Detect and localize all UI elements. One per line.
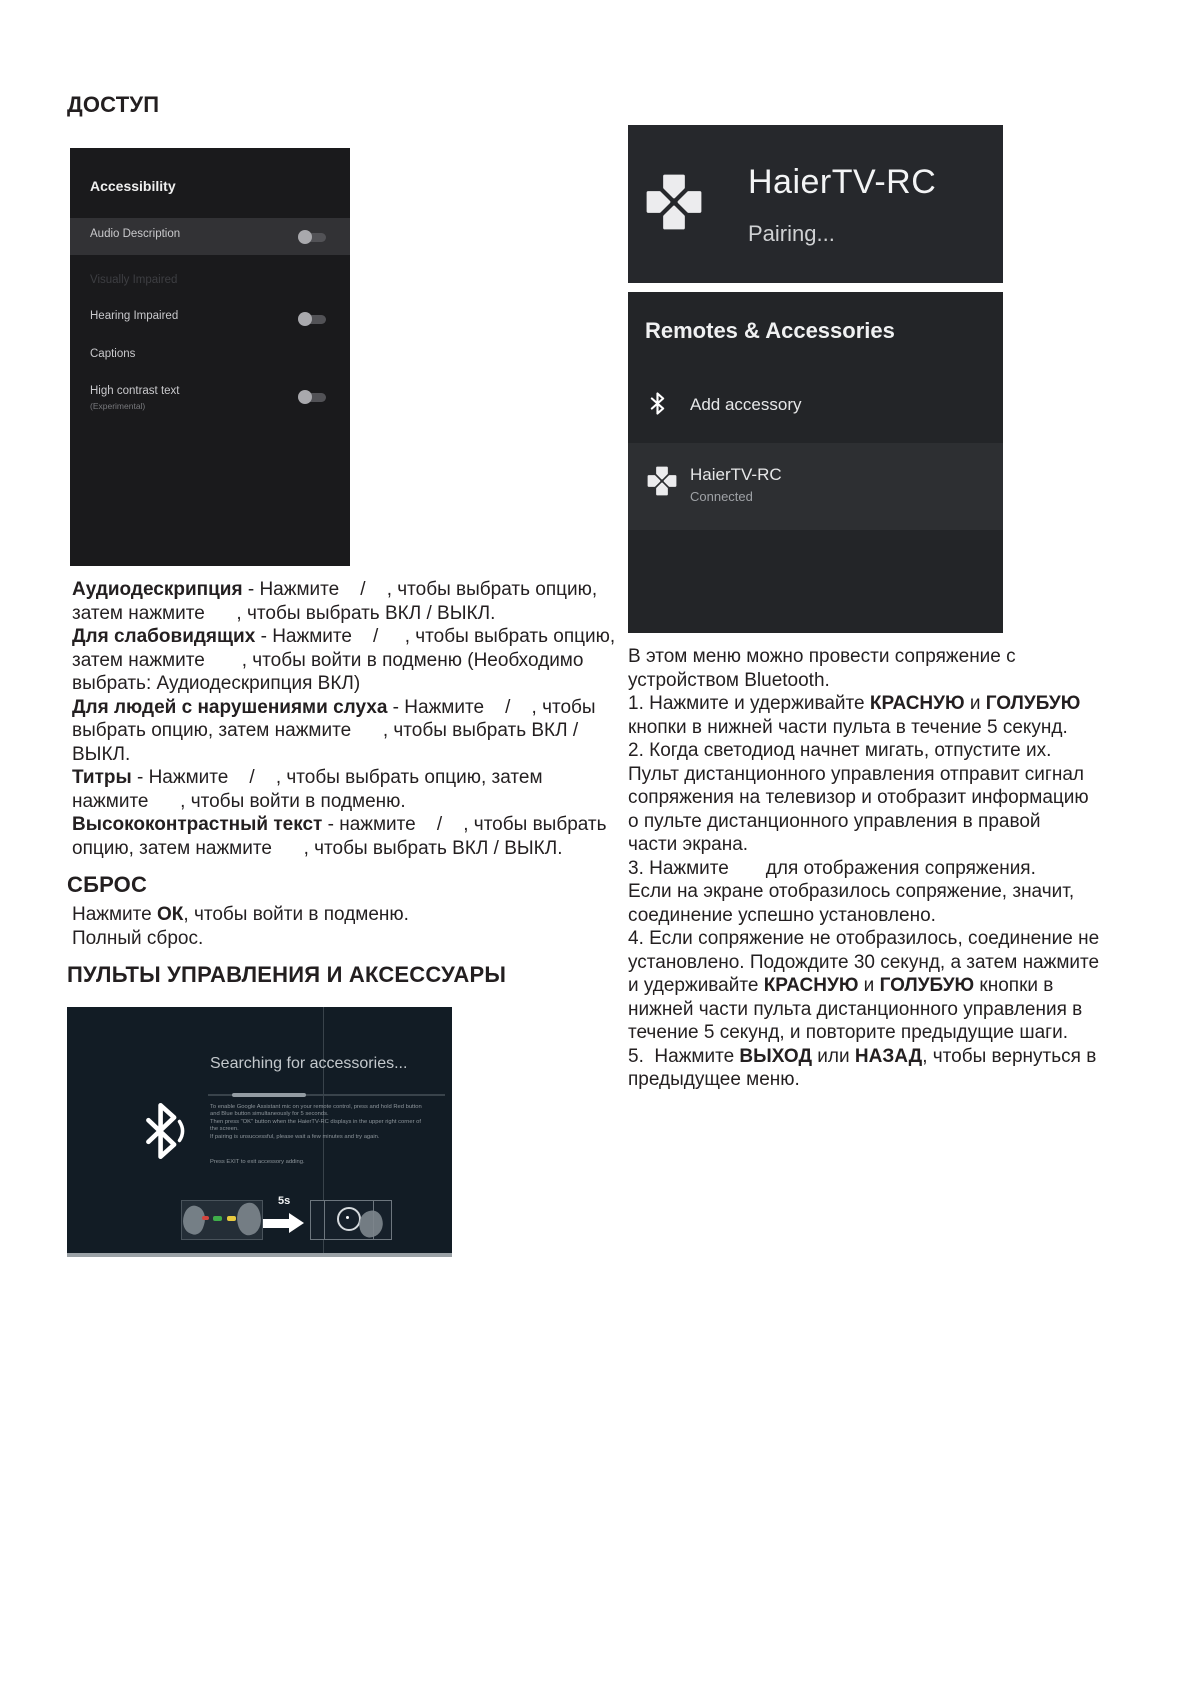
text-line: и удерживайте КРАСНУЮ и ГОЛУБУЮ кнопки в xyxy=(628,975,1054,996)
text-line: выбрать: Аудиодескрипция ВКЛ) xyxy=(72,673,361,694)
menu-row-audio-description xyxy=(70,218,350,255)
pairing-toast-screenshot xyxy=(628,125,1003,283)
text-line: соединение успешно установлено. xyxy=(628,904,936,926)
text-line: and Blue button simultaneously for 5 seconds. xyxy=(210,1111,329,1118)
text-line: Нажмите ОК, чтобы войти в подменю. xyxy=(72,904,409,925)
section-title-remotes: ПУЛЬТЫ УПРАВЛЕНИЯ И АКСЕССУАРЫ xyxy=(67,962,507,987)
section-title-reset: СБРОС xyxy=(67,872,148,897)
text-line: 1. Нажмите и удерживайте КРАСНУЮ и ГОЛУБУЮ xyxy=(628,693,1081,714)
text-line: 2. Когда светодиод начнет мигать, отпустите их. xyxy=(628,740,1052,761)
menu-row-add-accessory xyxy=(628,384,1003,428)
panel-bottom-edge xyxy=(67,1253,452,1257)
text-line: устройством Bluetooth. xyxy=(628,669,830,691)
text-line: ВЫКЛ. xyxy=(72,743,131,765)
text-line: опцию, затем нажмите , чтобы выбрать ВКЛ / ВЫКЛ. xyxy=(72,837,563,859)
menu-sublabel: (Experimental) xyxy=(90,401,146,411)
remote-buttons-illustration xyxy=(181,1200,263,1240)
text-line: затем нажмите , чтобы войти в подменю (Необходимо xyxy=(72,649,584,671)
pairing-info-text xyxy=(210,1104,442,1141)
dpad-circle-icon xyxy=(337,1207,361,1231)
divider xyxy=(324,1201,325,1239)
text-line: В этом меню можно провести сопряжение с xyxy=(628,646,1016,667)
pairing-device-name: HaierTV-RC xyxy=(748,163,937,201)
text-line: части экрана. xyxy=(628,834,749,855)
hand-illustration xyxy=(234,1201,264,1237)
menu-row-visually-impaired xyxy=(70,264,350,301)
searching-accessories-screenshot xyxy=(67,1007,452,1257)
searching-title: Searching for accessories... xyxy=(210,1055,408,1072)
menu-sublabel: Connected xyxy=(690,489,753,504)
text-line: To enable Google Assistant mic on your remote control, press and hold Red button xyxy=(210,1104,422,1110)
text-line: Аудиодескрипция - Нажмите / , чтобы выбрать опцию, xyxy=(72,579,598,600)
menu-label: Audio Description xyxy=(90,228,181,240)
progress-indicator xyxy=(232,1093,306,1097)
duration-label: 5s xyxy=(278,1195,291,1207)
yellow-button-icon xyxy=(227,1216,236,1221)
pairing-status: Pairing... xyxy=(748,221,835,246)
text-line: Если на экране отобразилось сопряжение, значит, xyxy=(628,881,1075,902)
toggle-off-icon xyxy=(298,229,328,245)
menu-row-high-contrast-text xyxy=(70,375,350,419)
text-line: 5. Нажмите ВЫХОД или НАЗАД, чтобы вернуться в xyxy=(628,1045,1097,1067)
menu-row-haiertv-rc xyxy=(628,443,1003,530)
toggle-off-icon xyxy=(298,389,328,405)
dpad-icon xyxy=(643,171,705,233)
bluetooth-icon xyxy=(143,1101,189,1161)
access-instructions-text xyxy=(72,578,615,860)
green-button-icon xyxy=(213,1216,222,1221)
hand-illustration xyxy=(179,1203,209,1236)
text-line: the screen. xyxy=(210,1126,239,1133)
text-line: Полный сброс. xyxy=(72,927,204,949)
menu-label: High contrast text xyxy=(90,385,180,397)
text-line: If pairing is unsuccessful, please wait a few minutes and try again. xyxy=(210,1133,380,1140)
text-line: Титры - Нажмите / , чтобы выбрать опцию, затем xyxy=(72,767,543,788)
menu-row-captions xyxy=(70,338,350,375)
arrow-right-icon xyxy=(263,1213,304,1233)
text-line: Then press "OK" button when the HaierTV-RC displays in the upper right corner of xyxy=(210,1118,421,1125)
menu-label: HaierTV-RC xyxy=(690,465,782,484)
remotes-screen-title: Remotes & Accessories xyxy=(645,318,895,343)
remote-dpad-illustration xyxy=(310,1200,392,1240)
text-line: Высококонтрастный текст - нажмите / , чтобы выбрать xyxy=(72,814,607,835)
hand-illustration xyxy=(356,1208,386,1239)
accessibility-screenshot xyxy=(70,148,350,566)
text-line: нажмите , чтобы войти в подменю. xyxy=(72,790,406,812)
menu-label: Hearing Impaired xyxy=(90,310,179,322)
menu-label: Visually Impaired xyxy=(90,274,178,286)
text-line: Для людей с нарушениями слуха - Нажмите / , чтобы xyxy=(72,696,596,718)
exit-hint-text: Press EXIT to exit accessory adding. xyxy=(210,1159,305,1165)
remotes-accessories-screenshot xyxy=(628,292,1003,633)
section-title-access: ДОСТУП xyxy=(67,92,160,117)
text-line: выбрать опцию, затем нажмите , чтобы выбрать ВКЛ / xyxy=(72,720,579,741)
text-line: предыдущее меню. xyxy=(628,1069,800,1090)
bluetooth-icon xyxy=(650,392,665,415)
red-button-icon xyxy=(202,1216,209,1220)
text-line: Пульт дистанционного управления отправит сигнал xyxy=(628,763,1084,785)
text-line: о пульте дистанционного управления в правой xyxy=(628,810,1041,832)
text-line: 4. Если сопряжение не отобразилось, соединение не xyxy=(628,928,1100,949)
text-line: установлено. Подождите 30 секунд, а затем нажмите xyxy=(628,951,1100,973)
accessibility-screen-title: Accessibility xyxy=(90,178,176,194)
menu-label: Captions xyxy=(90,348,136,360)
text-line: затем нажмите , чтобы выбрать ВКЛ / ВЫКЛ. xyxy=(72,602,496,624)
text-line: течение 5 секунд, и повторите предыдущие шаги. xyxy=(628,1022,1068,1043)
text-line: 3. Нажмите для отображения сопряжения. xyxy=(628,857,1036,879)
text-line: кнопки в нижней части пульта в течение 5 секунд. xyxy=(628,716,1068,738)
menu-row-hearing-impaired xyxy=(70,300,350,337)
toggle-off-icon xyxy=(298,311,328,327)
dpad-icon xyxy=(646,465,678,497)
text-line: нижней части пульта дистанционного управления в xyxy=(628,998,1083,1020)
text-line: Для слабовидящих - Нажмите / , чтобы выбрать опцию, xyxy=(72,626,616,647)
pairing-instructions-text xyxy=(628,645,1099,1092)
text-line: сопряжения на телевизор и отобразит информацию xyxy=(628,787,1089,808)
progress-bar xyxy=(208,1094,445,1096)
menu-label: Add accessory xyxy=(690,395,802,414)
dot-icon xyxy=(346,1216,349,1219)
reset-instructions-text xyxy=(72,903,409,950)
